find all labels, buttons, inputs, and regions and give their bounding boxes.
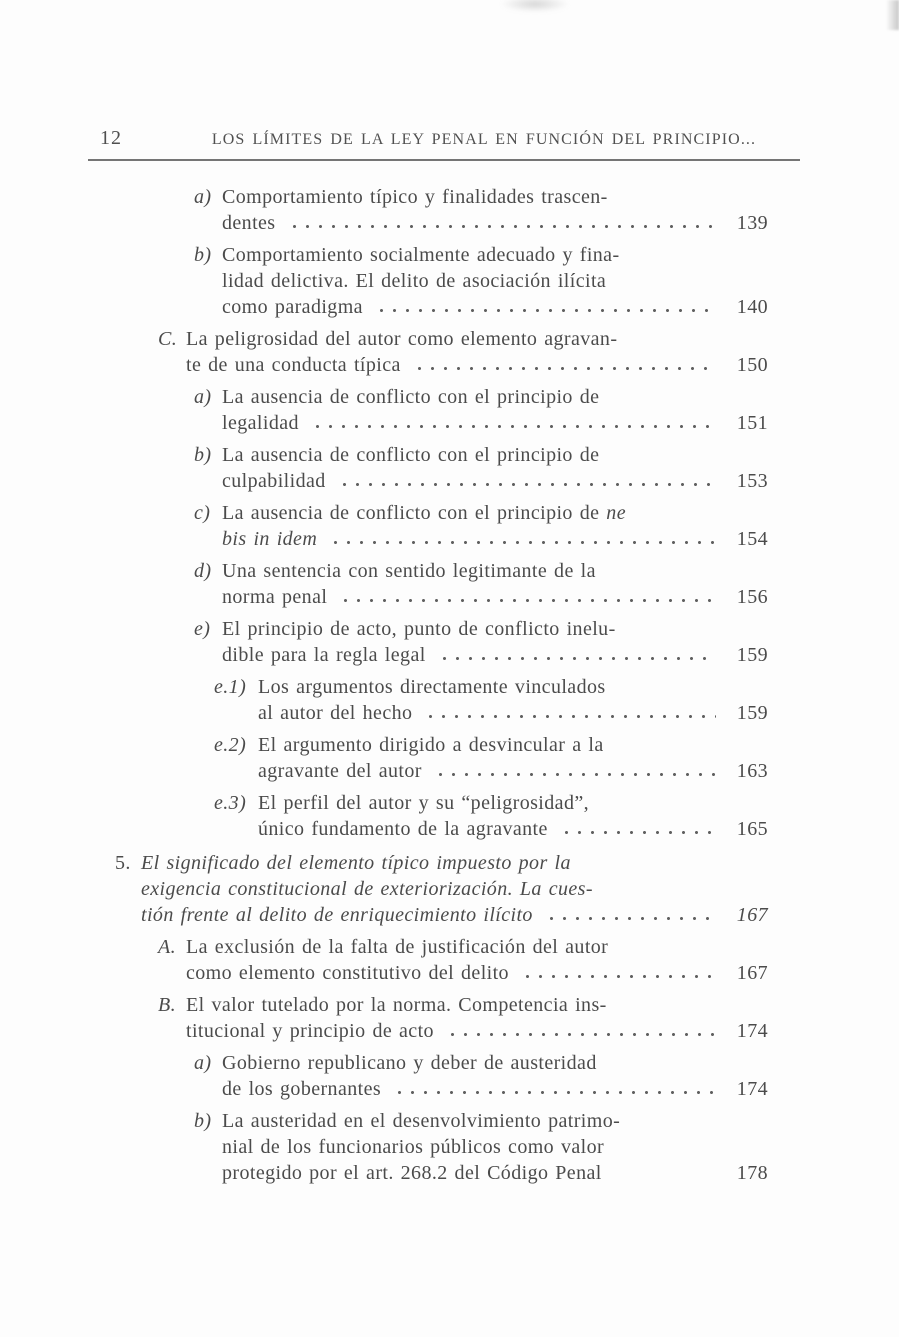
- toc-entry: [194, 1108, 768, 1186]
- entry-line: [222, 1108, 768, 1134]
- toc-entry: [115, 850, 768, 928]
- running-title: LOS LÍMITES DE LA LEY PENAL EN FUNCIÓN DEL PRINCIPIO...: [211, 131, 757, 148]
- entry-page-number: 167: [736, 904, 768, 926]
- toc-entry: [194, 558, 768, 610]
- scan-edge-artifact: [886, 0, 899, 30]
- entry-label: e): [194, 618, 211, 640]
- page-number: 12: [100, 127, 122, 149]
- entry-line: [186, 1018, 768, 1044]
- entry-text: titucional y principio de acto: [186, 1020, 434, 1042]
- entry-line: [258, 732, 768, 758]
- toc-entry: [194, 1050, 768, 1102]
- entry-text: Comportamiento típico y finalidades trascen-: [222, 186, 608, 208]
- entry-text: al autor del hecho: [258, 702, 413, 724]
- entry-text: Comportamiento socialmente adecuado y fina-: [222, 244, 620, 266]
- entry-line: [222, 584, 768, 610]
- toc-entry: [158, 934, 768, 986]
- entry-text: nial de los funcionarios públicos como valor: [222, 1136, 605, 1158]
- entry-text: El argumento dirigido a desvincular a la: [258, 734, 604, 756]
- entry-line: [141, 876, 768, 902]
- entry-page-number: 159: [736, 644, 768, 666]
- dot-leader: [614, 1174, 716, 1179]
- entry-text: culpabilidad: [222, 470, 326, 492]
- entry-text: te de una conducta típica: [186, 354, 401, 376]
- entry-line: [222, 268, 768, 294]
- entry-label: a): [194, 186, 212, 208]
- entry-line: [222, 210, 768, 236]
- entry-label: 5.: [115, 852, 131, 874]
- entry-text: La peligrosidad del autor como elemento agravan-: [186, 328, 618, 350]
- entry-line: [222, 500, 768, 526]
- entry-page-number: 178: [736, 1162, 768, 1184]
- page-header: [88, 127, 800, 161]
- entry-label: A.: [158, 936, 177, 958]
- entry-line: [222, 294, 768, 320]
- entry-line: [222, 1160, 768, 1186]
- entry-text: El principio de acto, punto de conflicto inelu-: [222, 618, 616, 640]
- entry-text: El perfil del autor y su “peligrosidad”,: [258, 792, 590, 814]
- entry-text: bis in idem: [222, 528, 318, 550]
- entry-label: e.1): [214, 676, 247, 698]
- toc: [88, 184, 768, 1192]
- entry-line: [222, 242, 768, 268]
- entry-text: La exclusión de la falta de justificación del autor: [186, 936, 609, 958]
- dot-leader: [434, 772, 716, 777]
- entry-text: lidad delictiva. El delito de asociación ilícita: [222, 270, 607, 292]
- entry-text: La austeridad en el desenvolvimiento patrimo-: [222, 1110, 621, 1132]
- entry-text: protegido por el art. 268.2 del Código Penal: [222, 1162, 602, 1184]
- entry-text: dible para la regla legal: [222, 644, 426, 666]
- entry-text: El significado del elemento típico impuesto por la: [141, 852, 571, 874]
- dot-leader: [329, 540, 716, 545]
- entry-page-number: 153: [736, 470, 768, 492]
- entry-text: La ausencia de conflicto con el principio de ne: [222, 502, 626, 524]
- dot-leader: [545, 916, 716, 921]
- entry-text: exigencia constitucional de exteriorización. La cues-: [141, 878, 593, 900]
- entry-label: B.: [158, 994, 177, 1016]
- dot-leader: [424, 714, 716, 719]
- entry-line: [258, 700, 768, 726]
- entry-page-number: 159: [736, 702, 768, 724]
- entry-line: [222, 468, 768, 494]
- dot-leader: [338, 482, 716, 487]
- entry-page-number: 156: [736, 586, 768, 608]
- dot-leader: [393, 1090, 716, 1095]
- entry-label: b): [194, 1110, 212, 1132]
- dot-leader: [446, 1032, 716, 1037]
- toc-entry: [158, 326, 768, 378]
- entry-text: norma penal: [222, 586, 328, 608]
- entry-line: [222, 1050, 768, 1076]
- entry-text: como paradigma: [222, 296, 363, 318]
- toc-entry: [194, 500, 768, 552]
- dot-leader: [288, 224, 717, 229]
- toc-entry: [214, 674, 768, 726]
- entry-line: [222, 384, 768, 410]
- entry-page-number: 174: [736, 1078, 768, 1100]
- entry-label: b): [194, 244, 212, 266]
- entry-label: d): [194, 560, 212, 582]
- entry-text: tión frente al delito de enriquecimiento ilícito: [141, 904, 533, 926]
- entry-label: e.3): [214, 792, 247, 814]
- entry-line: [222, 558, 768, 584]
- entry-line: [186, 992, 768, 1018]
- entry-line: [222, 1134, 768, 1160]
- entry-text: de los gobernantes: [222, 1078, 382, 1100]
- entry-line: [222, 526, 768, 552]
- toc-entry: [214, 732, 768, 784]
- entry-text: La ausencia de conflicto con el principio de: [222, 444, 600, 466]
- entry-line: [186, 934, 768, 960]
- entry-text: dentes: [222, 212, 276, 234]
- entry-text: único fundamento de la agravante: [258, 818, 548, 840]
- toc-entry: [194, 616, 768, 668]
- entry-line: [186, 352, 768, 378]
- dot-leader: [339, 598, 716, 603]
- entry-line: [222, 410, 768, 436]
- entry-line: [141, 850, 768, 876]
- entry-line: [258, 790, 768, 816]
- entry-page-number: 167: [736, 962, 768, 984]
- entry-page-number: 163: [736, 760, 768, 782]
- dot-leader: [413, 366, 716, 371]
- entry-text: Una sentencia con sentido legitimante de la: [222, 560, 596, 582]
- entry-text: La ausencia de conflicto con el principio de: [222, 386, 600, 408]
- entry-label: a): [194, 386, 212, 408]
- entry-page-number: 151: [736, 412, 768, 434]
- entry-text: El valor tutelado por la norma. Competencia ins-: [186, 994, 607, 1016]
- entry-label: b): [194, 444, 212, 466]
- entry-page-number: 140: [736, 296, 768, 318]
- dot-leader: [438, 656, 716, 661]
- toc-entry: [194, 384, 768, 436]
- entry-page-number: 174: [736, 1020, 768, 1042]
- entry-line: [258, 758, 768, 784]
- toc-entry: [158, 992, 768, 1044]
- dot-leader: [560, 830, 716, 835]
- entry-line: [222, 616, 768, 642]
- entry-page-number: 165: [736, 818, 768, 840]
- toc-entry: [214, 790, 768, 842]
- entry-page-number: 154: [736, 528, 768, 550]
- entry-label: c): [194, 502, 211, 524]
- toc-entry: [194, 184, 768, 236]
- entry-line: [258, 674, 768, 700]
- entry-page-number: 139: [736, 212, 768, 234]
- entry-label: C.: [158, 328, 178, 350]
- entry-page-number: 150: [736, 354, 768, 376]
- entry-line: [186, 960, 768, 986]
- scan-smudge-artifact: [500, 0, 570, 12]
- entry-text: como elemento constitutivo del delito: [186, 962, 509, 984]
- entry-line: [222, 1076, 768, 1102]
- dot-leader: [375, 308, 716, 313]
- entry-label: e.2): [214, 734, 247, 756]
- toc-entry: [194, 442, 768, 494]
- dot-leader: [521, 974, 716, 979]
- entry-line: [258, 816, 768, 842]
- entry-text: Los argumentos directamente vinculados: [258, 676, 606, 698]
- entry-line: [222, 184, 768, 210]
- entry-line: [186, 326, 768, 352]
- entry-text: agravante del autor: [258, 760, 422, 782]
- entry-text: legalidad: [222, 412, 299, 434]
- entry-label: a): [194, 1052, 212, 1074]
- toc-entry: [194, 242, 768, 320]
- entry-line: [222, 442, 768, 468]
- entry-text: Gobierno republicano y deber de austeridad: [222, 1052, 597, 1074]
- dot-leader: [311, 424, 716, 429]
- entry-line: [222, 642, 768, 668]
- entry-line: [141, 902, 768, 928]
